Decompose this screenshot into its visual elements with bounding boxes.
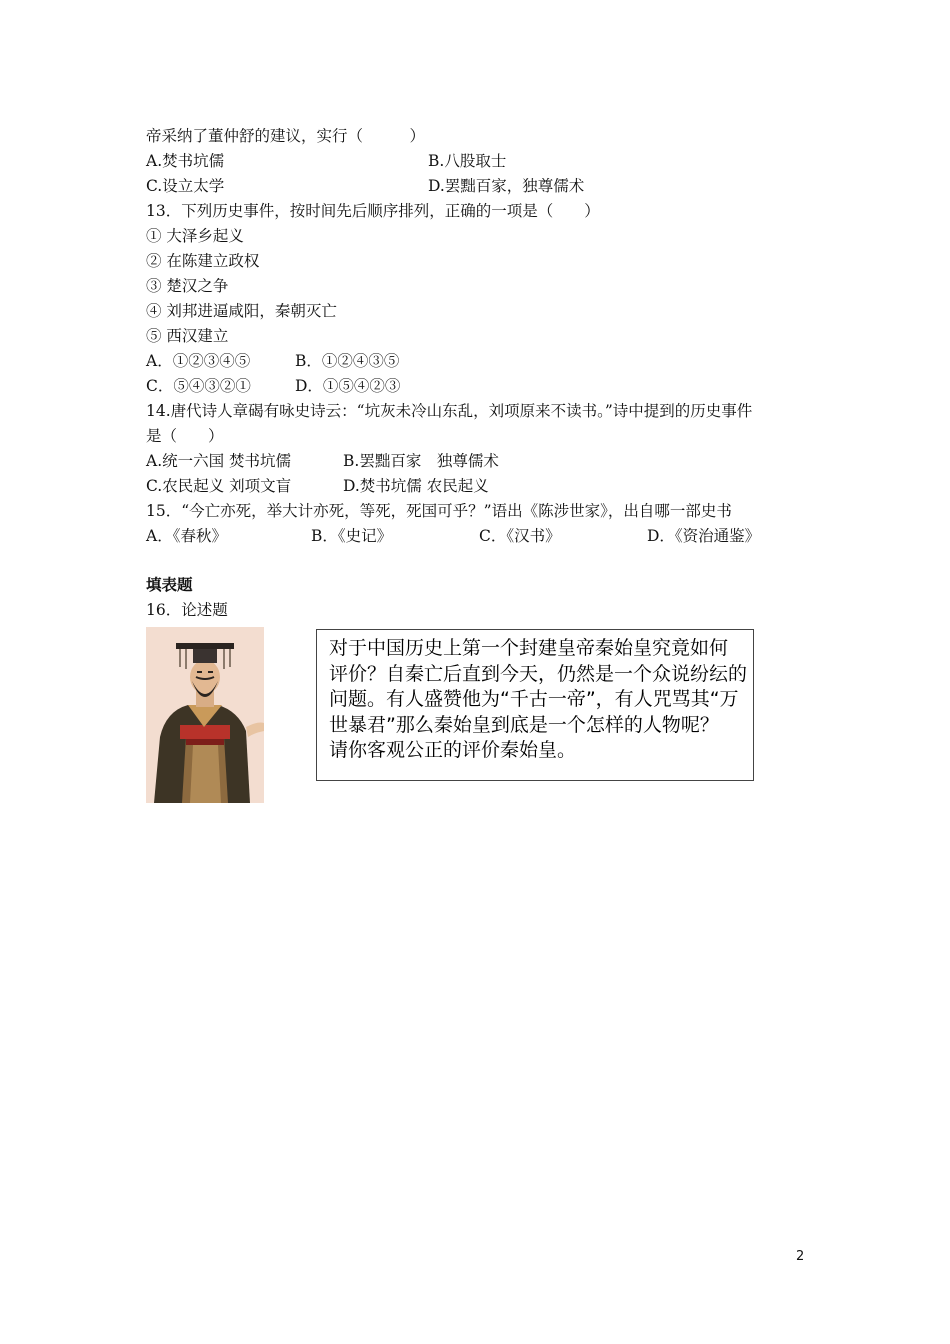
q14-stem-cont: 是（ ） <box>146 427 224 445</box>
q13-item: ② 在陈建立政权 <box>146 252 260 270</box>
emperor-portrait-image <box>146 627 264 803</box>
q13-option-b: B．①②④③⑤ <box>295 352 400 370</box>
q16-label: 16．论述题 <box>146 601 228 619</box>
q14-option-b: B.罢黜百家 独尊儒术 <box>343 452 499 470</box>
q15-stem: 15．“今亡亦死，举大计亦死，等死，死国可乎？”语出《陈涉世家》，出自哪一部史书 <box>146 502 732 520</box>
q15-option-c: C．《汉书》 <box>479 527 561 545</box>
q12-stem: 帝采纳了董仲舒的建议，实行（ ） <box>146 127 426 145</box>
q13-item: ④ 刘邦进逼咸阳，秦朝灭亡 <box>146 302 337 320</box>
q14-stem: 14.唐代诗人章碣有咏史诗云：“坑灰未冷山东乱，刘项原来不读书。”诗中提到的历史事件 <box>146 402 753 420</box>
q14-option-d: D.焚书坑儒 农民起义 <box>343 477 489 495</box>
q13-option-a: A．①②③④⑤ <box>146 352 251 370</box>
q15-option-a: A．《春秋》 <box>146 527 227 545</box>
section-heading: 填表题 <box>146 576 193 594</box>
q12-option-a: A.焚书坑儒 <box>146 152 225 170</box>
q12-option-d: D.罢黜百家，独尊儒术 <box>428 177 585 195</box>
quote-line: 评价？自秦亡后直到今天，仍然是一个众说纷纭的 <box>329 662 748 685</box>
q13-item: ⑤ 西汉建立 <box>146 327 229 345</box>
q13-item: ③ 楚汉之争 <box>146 277 229 295</box>
quote-line: 世暴君”那么秦始皇到底是一个怎样的人物呢？ <box>329 713 719 736</box>
q15-option-b: B．《史记》 <box>311 527 393 545</box>
q12-option-c: C.设立太学 <box>146 177 225 195</box>
quote-box <box>316 629 754 781</box>
quote-line: 请你客观公正的评价秦始皇。 <box>329 739 577 761</box>
q13-option-c: C．⑤④③②① <box>146 377 251 395</box>
q14-option-a: A.统一六国 焚书坑儒 <box>146 452 292 470</box>
q13-stem: 13．下列历史事件，按时间先后顺序排列，正确的一项是（ ） <box>146 202 600 220</box>
q13-option-d: D．①⑤④②③ <box>295 377 401 395</box>
quote-line: 问题。有人盛赞他为“千古一帝”，有人咒骂其“万 <box>329 688 739 710</box>
quote-line: 对于中国历史上第一个封建皇帝秦始皇究竟如何 <box>329 637 729 659</box>
q13-item: ① 大泽乡起义 <box>146 227 244 245</box>
page-number: 2 <box>796 1249 805 1264</box>
q15-option-d: D．《资治通鉴》 <box>647 527 761 545</box>
q12-option-b: B.八股取士 <box>428 152 507 170</box>
q14-option-c: C.农民起义 刘项文盲 <box>146 477 292 495</box>
